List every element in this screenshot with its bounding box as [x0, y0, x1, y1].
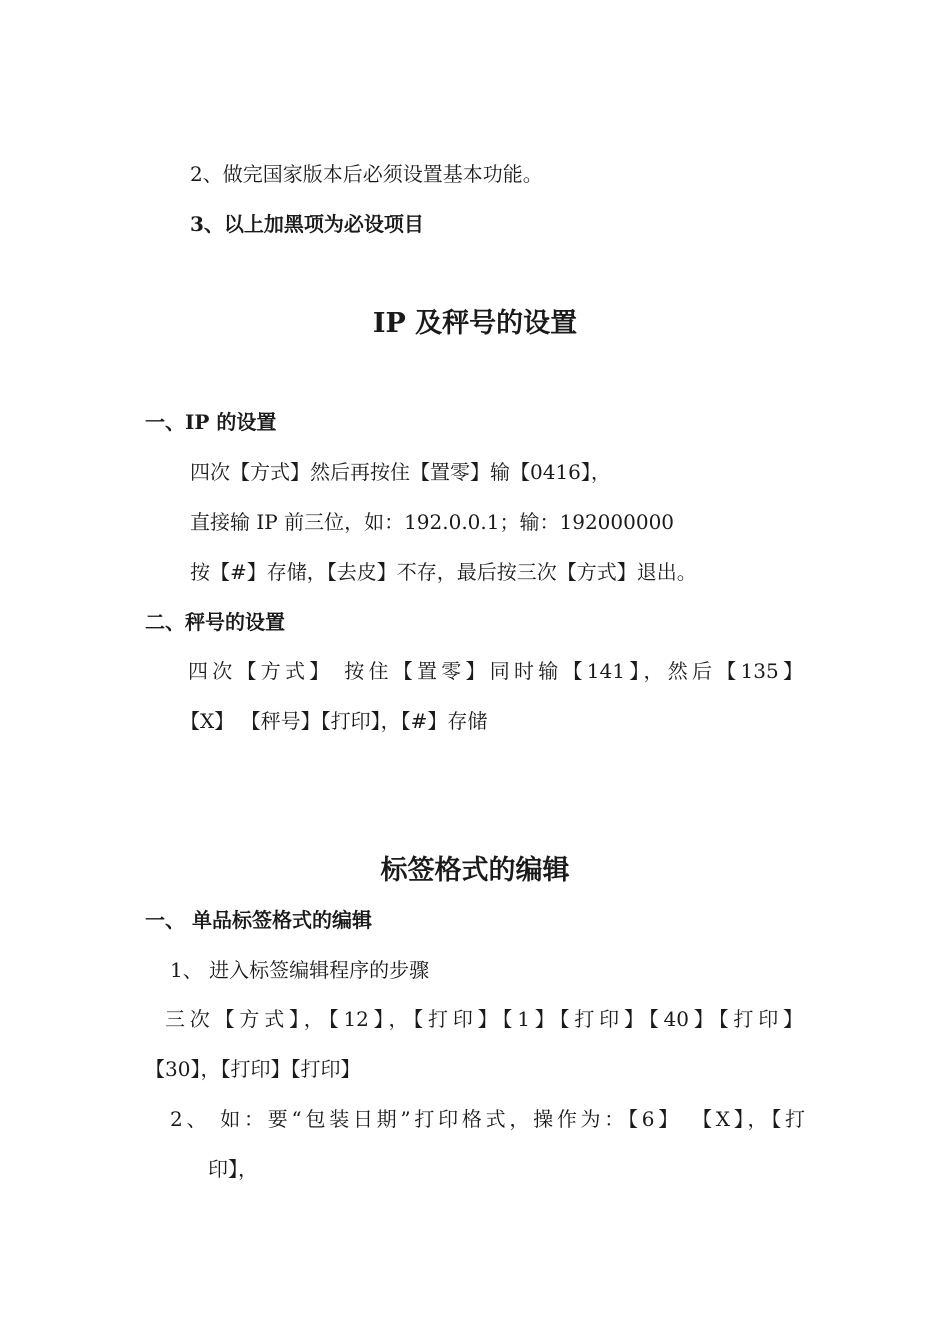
scale-number-step-line: 四次【方式】 按住【置零】同时输【141】，然后【135】 — [188, 659, 803, 683]
note-3: 3、以上加黑项为必设项目 — [190, 212, 424, 236]
subsection-heading-scale-number: 二、秤号的设置 — [145, 610, 285, 634]
note-2: 2、做完国家版本后必须设置基本功能。 — [190, 162, 543, 186]
scale-number-step-line: 【X】 【秤号】【打印】，【#】存储 — [180, 709, 488, 733]
ip-step-line: 按【#】存储，【去皮】不存，最后按三次【方式】退出。 — [190, 560, 697, 584]
label-step-1-line: 【30】，【打印】【打印】 — [145, 1057, 361, 1081]
label-step-2-cont: 印】， — [208, 1157, 258, 1181]
ip-step-line: 四次【方式】然后再按住【置零】输【0416】， — [190, 460, 611, 484]
ip-step-line: 直接输 IP 前三位，如：192.0.0.1；输：192000000 — [190, 510, 675, 534]
label-step-1: 1、 进入标签编辑程序的步骤 — [170, 958, 430, 982]
section-title-label-format: 标签格式的编辑 — [380, 855, 570, 886]
label-step-2: 2、 如：要“包装日期”打印格式，操作为：【6】 【X】，【打 — [170, 1107, 805, 1131]
section-title-ip: IP 及秤号的设置 — [372, 308, 578, 339]
subsection-heading-ip: 一、IP 的设置 — [145, 410, 277, 434]
label-step-1-line: 三次【方式】，【12】，【打印】【1】【打印】【40】【打印】 — [165, 1007, 803, 1031]
subsection-heading-single-label: 一、 单品标签格式的编辑 — [145, 908, 372, 932]
